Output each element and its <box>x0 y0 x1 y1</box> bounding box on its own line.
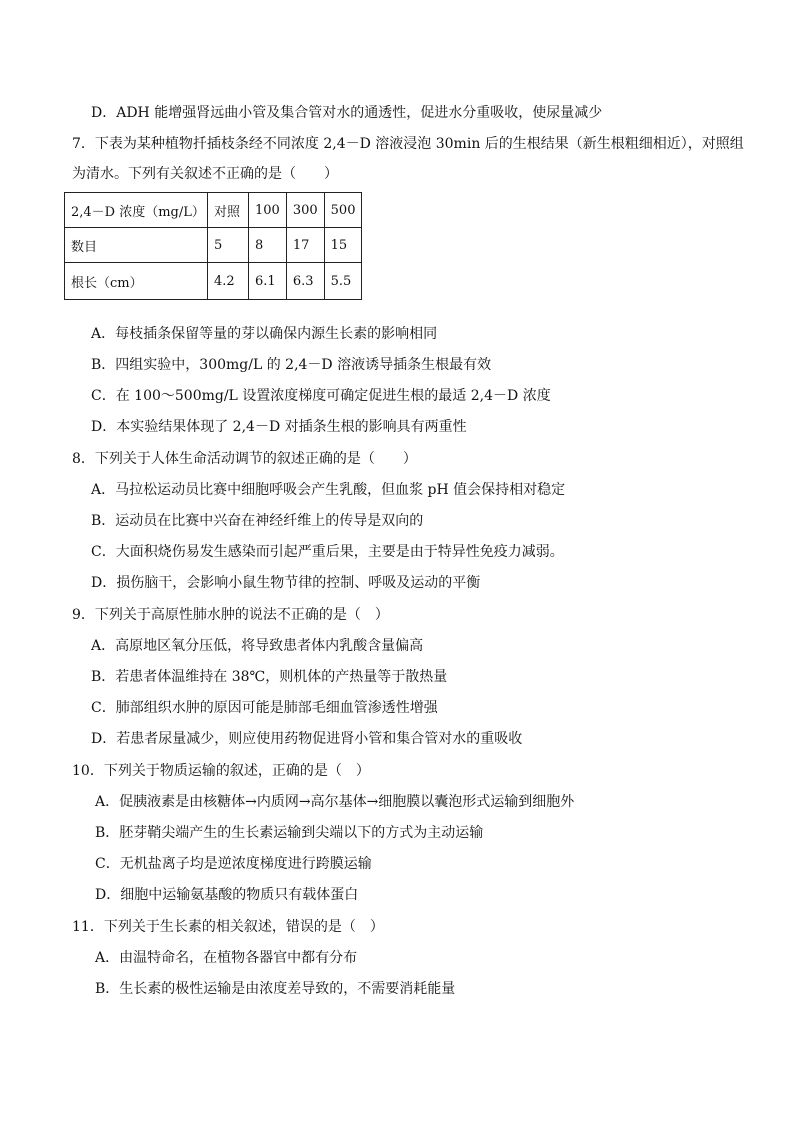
question-9-option-c: C．肺部组织水肿的原因可能是肺部毛细血管渗透性增强 <box>91 700 438 716</box>
table-cell: 100 <box>249 193 287 228</box>
question-10-option-c: C．无机盐离子均是逆浓度梯度进行跨膜运输 <box>95 856 372 872</box>
table-row <box>65 228 362 263</box>
table-cell: 5.5 <box>324 263 362 300</box>
question-9-stem: 9．下列关于高原性肺水肿的说法不正确的是（ ） <box>72 607 389 623</box>
table-cell: 2,4－D 浓度（mg/L） <box>65 193 208 228</box>
question-7-option-d: D．本实验结果体现了 2,4－D 对插条生根的影响具有两重性 <box>91 419 467 435</box>
table-row <box>65 263 362 300</box>
question-8-option-b: B．运动员在比赛中兴奋在神经纤维上的传导是双向的 <box>91 513 424 529</box>
question-9-option-d: D．若患者尿量减少，则应使用药物促进肾小管和集合管对水的重吸收 <box>91 731 523 747</box>
table-cell: 8 <box>249 228 287 263</box>
table-header-row <box>65 193 362 228</box>
table-cell: 500 <box>324 193 362 228</box>
question-9-option-a: A．高原地区氧分压低，将导致患者体内乳酸含量偏高 <box>91 638 424 654</box>
question-10-option-b: B．胚芽鞘尖端产生的生长素运输到尖端以下的方式为主动运输 <box>95 825 484 841</box>
table-cell: 300 <box>286 193 324 228</box>
question-9-option-b: B．若患者体温维持在 38℃，则机体的产热量等于散热量 <box>91 669 448 685</box>
table-cell: 数目 <box>65 228 208 263</box>
table-cell: 15 <box>324 228 362 263</box>
table-cell: 6.3 <box>286 263 324 300</box>
question-8-option-d: D．损伤脑干，会影响小鼠生物节律的控制、呼吸及运动的平衡 <box>91 575 481 591</box>
question-10-option-d: D．细胞中运输氨基酸的物质只有载体蛋白 <box>95 887 359 903</box>
question-10-stem: 10．下列关于物质运输的叙述，正确的是（ ） <box>72 763 370 779</box>
table-cell: 4.2 <box>208 263 249 300</box>
question-11-option-b: B．生长素的极性运输是由浓度差导致的，不需要消耗能量 <box>95 981 456 997</box>
table-cell: 17 <box>286 228 324 263</box>
table-cell: 对照 <box>208 193 249 228</box>
table-cell: 5 <box>208 228 249 263</box>
question-8-option-a: A．马拉松运动员比赛中细胞呼吸会产生乳酸，但血浆 pH 值会保持相对稳定 <box>91 482 566 498</box>
question-11-stem: 11．下列关于生长素的相关叙述，错误的是（ ） <box>72 919 384 935</box>
question-8-stem: 8．下列关于人体生命活动调节的叙述正确的是（ ） <box>72 451 417 467</box>
question-7-data-table <box>64 192 362 300</box>
question-8-option-c: C．大面积烧伤易发生感染而引起严重后果，主要是由于特异性免疫力减弱。 <box>91 544 564 560</box>
question-10-option-a: A．促胰液素是由核糖体→内质网→高尔基体→细胞膜以囊泡形式运输到细胞外 <box>95 794 575 810</box>
question-6-option-d: D．ADH 能增强肾远曲小管及集合管对水的通透性，促进水分重吸收，使尿量减少 <box>91 105 603 121</box>
question-7-stem: 7．下表为某种植物扦插枝条经不同浓度 2,4－D 溶液浸泡 30min 后的生根结果（新生根粗细相近），对照组 <box>72 136 744 152</box>
table-cell: 6.1 <box>249 263 287 300</box>
question-7-stem-continued: 为清水。下列有关叙述不正确的是（ ） <box>72 166 338 182</box>
table-cell: 根长（cm） <box>65 263 208 300</box>
question-7-option-a: A．每枝插条保留等量的芽以确保内源生长素的影响相同 <box>91 326 438 342</box>
question-7-option-b: B．四组实验中，300mg/L 的 2,4－D 溶液诱导插条生根最有效 <box>91 357 492 373</box>
question-7-option-c: C．在 100～500mg/L 设置浓度梯度可确定促进生根的最适 2,4－D 浓度 <box>91 388 551 404</box>
question-11-option-a: A．由温特命名，在植物各器官中都有分布 <box>95 950 358 966</box>
